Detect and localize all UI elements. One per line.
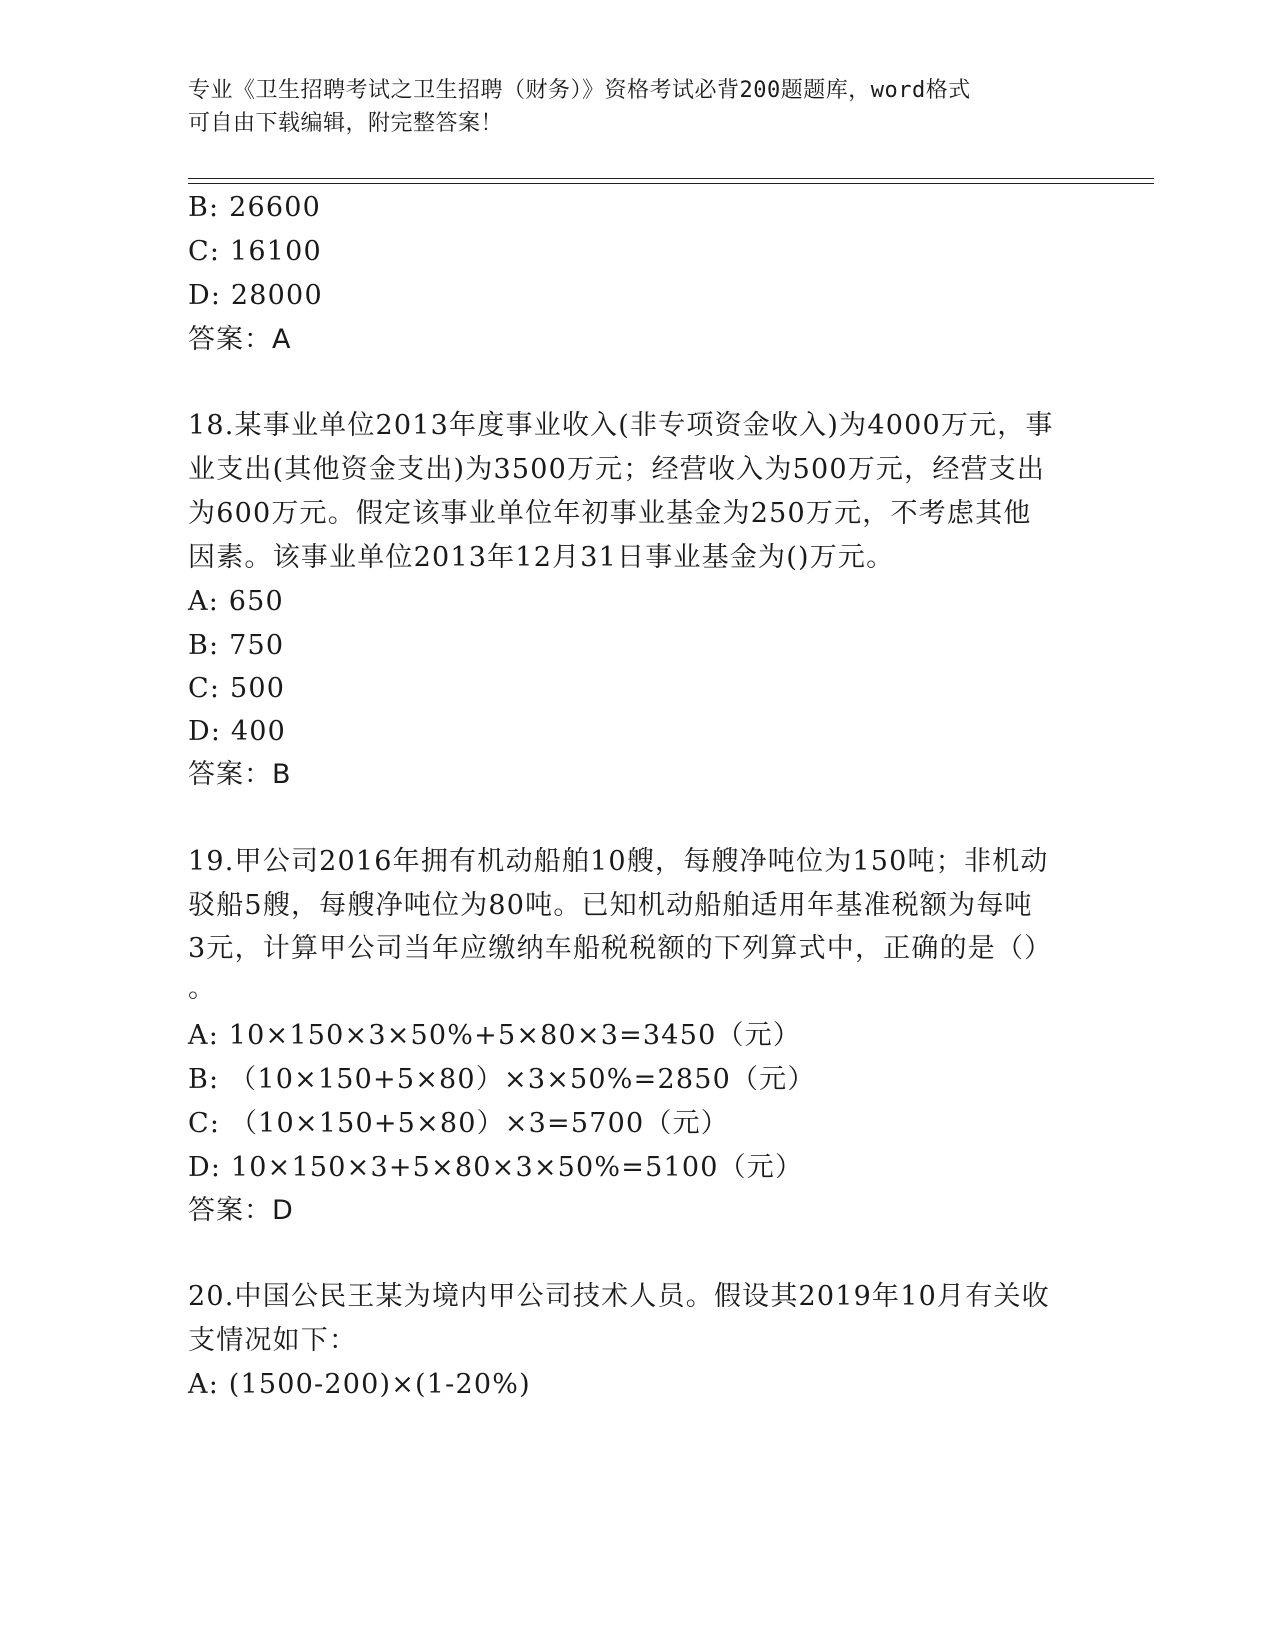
q18-option-b: B: 750 (188, 630, 285, 661)
q19-option-a: A: 10×150×3×50%+5×80×3=3450（元） (188, 1020, 802, 1051)
header-title-line-2: 可自由下载编辑，附完整答案！ (188, 111, 504, 136)
header-title-line-1: 专业《卫生招聘考试之卫生招聘（财务）》资格考试必背200题题库，word格式 (188, 78, 971, 103)
q18-option-d: D: 400 (188, 716, 287, 747)
q18-option-a: A: 650 (188, 586, 284, 617)
document-header (188, 74, 1068, 140)
q20-option-a: A: (1500-200)×(1-20%) (188, 1369, 531, 1400)
q18-stem-line-1: 18.某事业单位2013年度事业收入(非专项资金收入)为4000万元，事 (188, 410, 1054, 441)
q17-option-b: B: 26600 (188, 192, 322, 223)
q19-answer: 答案：D (188, 1195, 294, 1226)
q20-stem-line-2: 支情况如下： (188, 1325, 358, 1356)
q19-stem-line-4: 。 (188, 973, 217, 1004)
q17-option-c: C: 16100 (188, 236, 322, 267)
header-divider-top (188, 178, 1154, 179)
q17-answer: 答案：A (188, 324, 292, 355)
q19-stem-line-1: 19.甲公司2016年拥有机动船舶10艘，每艘净吨位为150吨；非机动 (188, 846, 1049, 877)
q17-option-d: D: 28000 (188, 280, 323, 311)
q18-answer: 答案：B (188, 759, 292, 790)
q18-option-c: C: 500 (188, 673, 286, 704)
q18-stem-line-3: 为600万元。假定该事业单位年初事业基金为250万元，不考虑其他 (188, 498, 1032, 529)
q19-stem-line-2: 驳船5艘，每艘净吨位为80吨。已知机动船舶适用年基准税额为每吨 (188, 890, 1033, 921)
q19-stem-line-3: 3元，计算甲公司当年应缴纳车船税税额的下列算式中，正确的是（） (188, 933, 1053, 964)
q18-stem-line-2: 业支出(其他资金支出)为3500万元；经营收入为500万元，经营支出 (188, 454, 1046, 485)
q19-option-b: B: （10×150+5×80）×3×50%=2850（元） (188, 1064, 816, 1095)
q19-option-c: C: （10×150+5×80）×3=5700（元） (188, 1108, 729, 1139)
q19-option-d: D: 10×150×3+5×80×3×50%=5100（元） (188, 1152, 804, 1183)
q20-stem-line-1: 20.中国公民王某为境内甲公司技术人员。假设其2019年10月有关收 (188, 1281, 1050, 1312)
q18-stem-line-4: 因素。该事业单位2013年12月31日事业基金为()万元。 (188, 542, 895, 573)
header-divider-bottom (188, 183, 1154, 184)
